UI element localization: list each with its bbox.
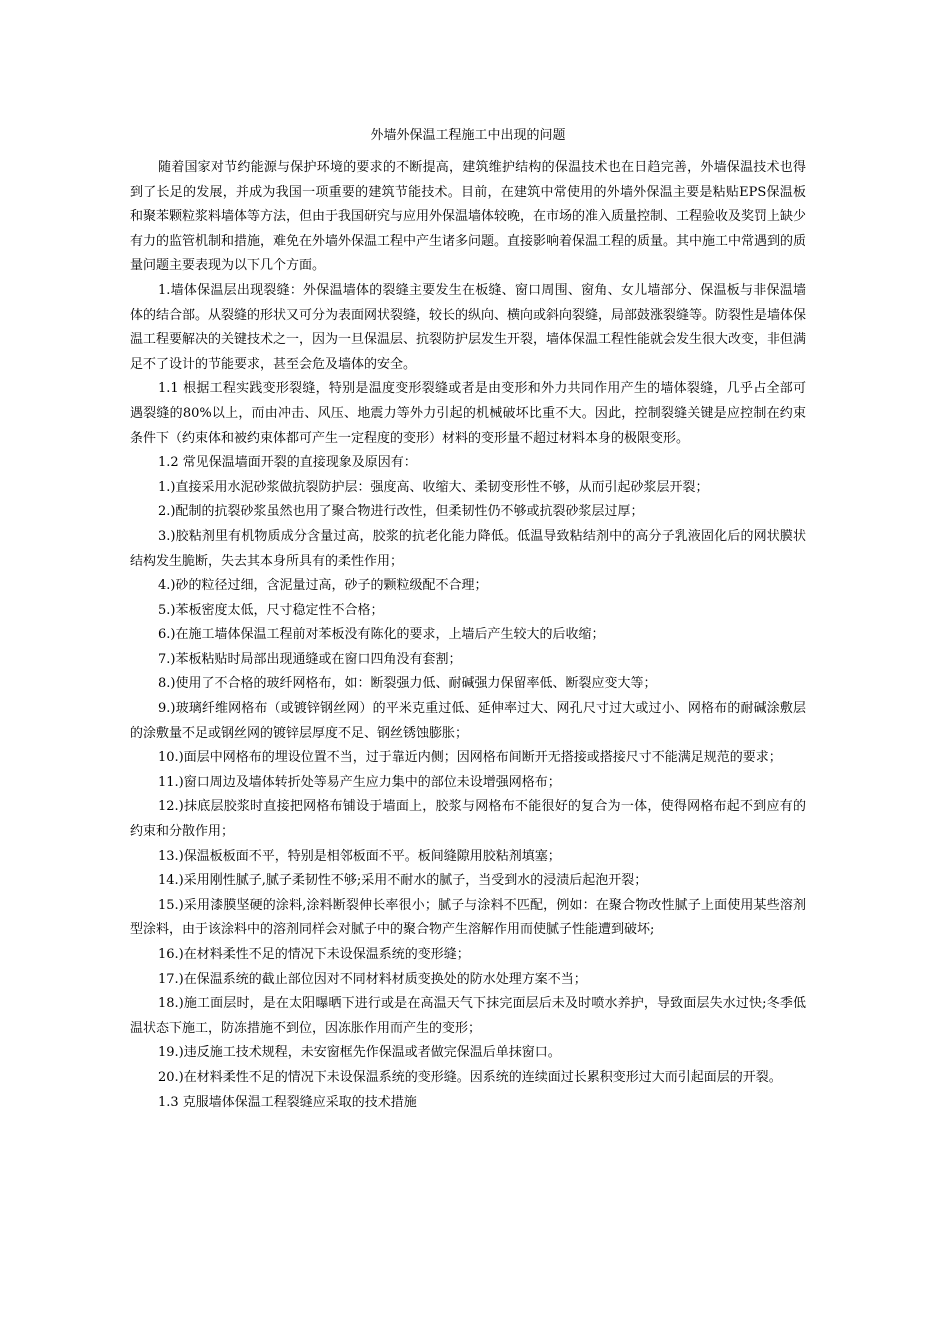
intro-paragraph: 随着国家对节约能源与保护环境的要求的不断提高，建筑维护结构的保温技术也在日趋完善，外墙保温技术也得到了长足的发展，并成为我国一项重要的建筑节能技术。目前，在建筑中常使用的外墙外保温主要是粘贴EPS保温板和聚苯颗粒浆料墙体等方法，但由于我国研究与应用外保温墙体较晚，在市场的准入质量控制、工程验收及奖罚上缺少有力的监管机制和措施，难免在外墙外保温工程中产生诸多问题。直接影响着保温工程的质量。其中施工中常遇到的质量问题主要表现为以下几个方面。	[130, 160, 807, 274]
list-item: 8.)使用了不合格的玻纤网格布，如：断裂强力低、耐碱强力保留率低、断裂应变大等；	[158, 676, 657, 692]
list-item: 4.)砂的粒径过细，含泥量过高，砂子的颗粒级配不合理；	[158, 578, 488, 594]
list-item: 9.)玻璃纤维网格布（或镀锌钢丝网）的平米克重过低、延伸率过大、网孔尺寸过大或过小、网格布的耐碱涂敷层的涂敷量不足或钢丝网的镀锌层厚度不足、钢丝锈蚀膨胀；	[130, 701, 806, 741]
list-item: 19.)违反施工技术规程，未安窗框先作保温或者做完保温后单抹窗口。	[158, 1045, 561, 1061]
list-item: 10.)面层中网格布的埋设位置不当，过于靠近内侧；因网格布间断开无搭接或搭接尺寸不能满足规范的要求；	[158, 750, 782, 766]
list-item: 2.)配制的抗裂砂浆虽然也用了聚合物进行改性，但柔韧性仍不够或抗裂砂浆层过厚；	[158, 504, 644, 520]
section-1-paragraph: 1.墙体保温层出现裂缝：外保温墙体的裂缝主要发生在板缝、窗口周围、窗角、女儿墙部分、保温板与非保温墙体的结合部。从裂缝的形状又可分为表面网状裂缝，较长的纵向、横向或斜向裂缝，局部鼓涨裂缝等。防裂性是墙体保温工程要解决的关键技术之一，因为一旦保温层、抗裂防护层发生开裂，墙体保温工程性能就会发生很大改变，非但满足不了设计的节能要求，甚至会危及墙体的安全。	[130, 282, 807, 372]
list-item: 1.)直接采用水泥砂浆做抗裂防护层：强度高、收缩大、柔韧变形性不够，从而引起砂浆层开裂；	[158, 479, 709, 495]
list-item: 16.)在材料柔性不足的情况下未设保温系统的变形缝；	[158, 947, 470, 962]
document-page	[130, 127, 806, 1115]
document-body	[130, 156, 806, 1115]
list-item: 18.)施工面层时，是在太阳曝晒下进行或是在高温天气下抹完面层后未及时喷水养护，导致面层失水过快;冬季低温状态下施工，防冻措施不到位，因冻胀作用而产生的变形；	[130, 996, 806, 1036]
list-item: 17.)在保温系统的截止部位因对不同材料材质变换处的防水处理方案不当；	[158, 971, 587, 987]
list-item: 14.)采用刚性腻子,腻子柔韧性不够;采用不耐水的腻子，当受到水的浸渍后起泡开裂；	[158, 873, 648, 889]
list-item: 13.)保温板板面不平，特别是相邻板面不平。板间缝隙用胶粘剂填塞；	[158, 848, 561, 864]
list-item: 15.)采用漆膜坚硬的涂料,涂料断裂伸长率很小；腻子与涂料不匹配，例如：在聚合物改性腻子上面使用某些溶剂型涂料，由于该涂料中的溶剂同样会对腻子中的聚合物产生溶解作用而使腻子性能遭到破坏;	[130, 897, 806, 938]
list-item: 7.)苯板粘贴时局部出现通缝或在窗口四角没有套割；	[158, 651, 462, 667]
list-item: 6.)在施工墙体保温工程前对苯板没有陈化的要求，上墙后产生较大的后收缩；	[158, 627, 605, 643]
list-item: 5.)苯板密度太低，尺寸稳定性不合格；	[158, 602, 384, 618]
section-1-2-heading: 1.2 常见保温墙面开裂的直接现象及原因有：	[158, 455, 417, 471]
list-item: 12.)抹底层胶浆时直接把网格布铺设于墙面上，胶浆与网格布不能很好的复合为一体，使得网格布起不到应有的约束和分散作用；	[130, 799, 806, 840]
section-1-1-paragraph: 1.1 根据工程实践变形裂缝，特别是温度变形裂缝或者是由变形和外力共同作用产生的墙体裂缝，几乎占全部可遇裂缝的80%以上，而由冲击、风压、地震力等外力引起的机械破坏比重不大。因此，控制裂缝关键是应控制在约束条件下（约束体和被约束体都可产生一定程度的变形）材料的变形量不超过材料本身的极限变形。	[130, 381, 806, 446]
list-item: 3.)胶粘剂里有机物质成分含量过高，胶浆的抗老化能力降低。低温导致粘结剂中的高分子乳液固化后的网状膜状结构发生脆断，失去其本身所具有的柔性作用；	[130, 528, 806, 569]
document-title: 外墙外保温工程施工中出现的问题	[370, 128, 566, 143]
list-item: 11.)窗口周边及墙体转折处等易产生应力集中的部位未设增强网格布；	[158, 774, 561, 790]
section-1-3-heading: 1.3 克服墙体保温工程裂缝应采取的技术措施	[158, 1094, 417, 1110]
list-item: 20.)在材料柔性不足的情况下未设保温系统的变形缝。因系统的连续面过长累积变形过大而引起面层的开裂。	[158, 1069, 782, 1085]
